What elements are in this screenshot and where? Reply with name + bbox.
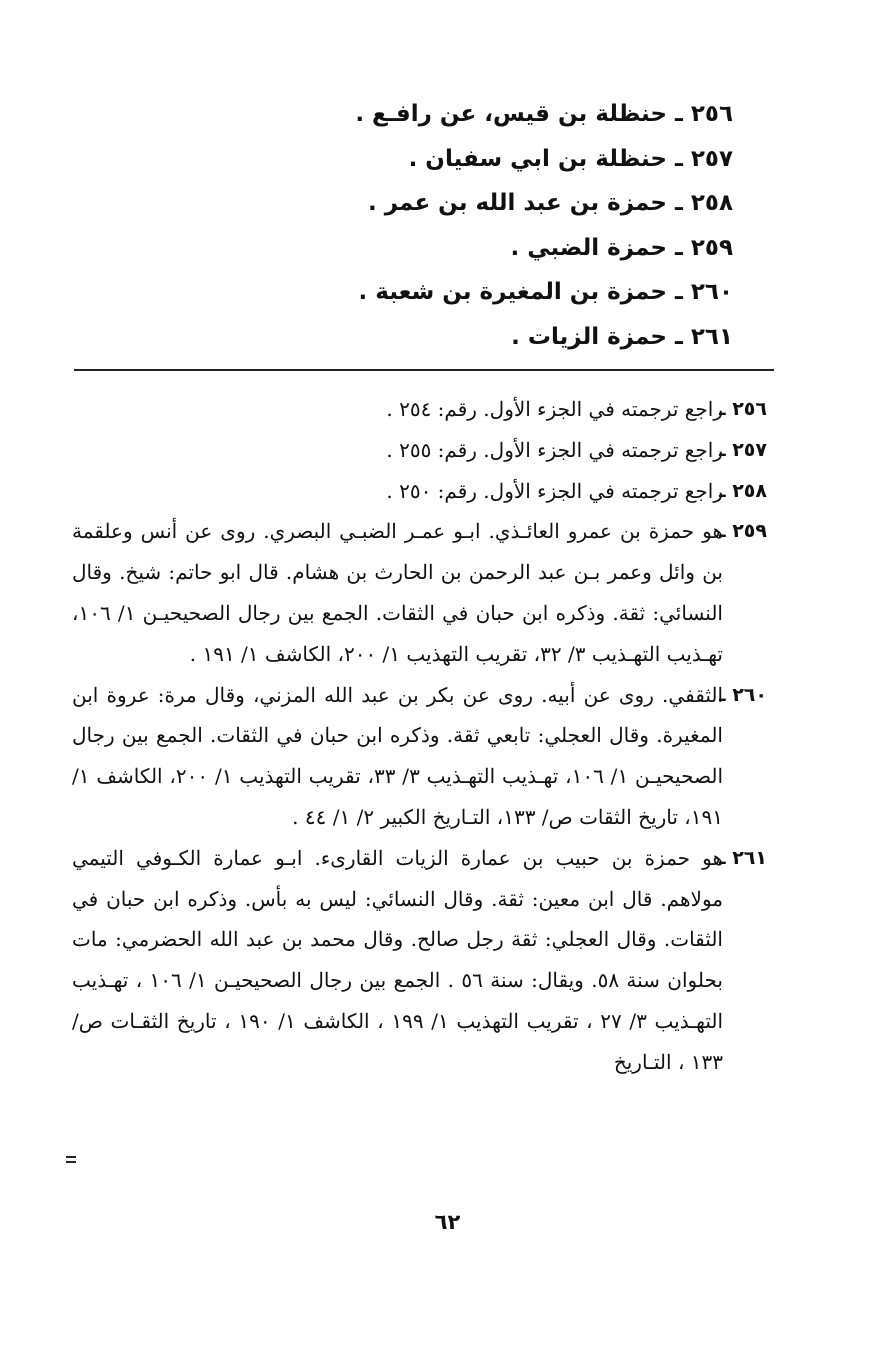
footnote-text: راجع ترجمته في الجزء الأول. رقم: ٢٥٤ .: [386, 397, 723, 421]
footnote-divider: [74, 369, 774, 371]
footnote: [72, 838, 767, 1083]
footnote-number: ٢٥٧ ـ: [719, 438, 767, 461]
footnote-number: ٢٥٦ ـ: [719, 398, 767, 420]
main-entry: ٢٥٨ ـ حمزة بن عبد الله بن عمر .: [367, 190, 733, 217]
footnote-number: ٢٦٠ ـ: [719, 683, 767, 706]
footnote: [72, 389, 767, 430]
main-entry: ٢٦٠ ـ حمزة بن المغيرة بن شعبة .: [358, 279, 733, 306]
footnote-number: ٢٥٨ ـ: [719, 479, 767, 502]
footnote-text: راجع ترجمته في الجزء الأول. رقم: ٢٥٥ .: [386, 437, 723, 462]
main-entry: ٢٥٧ ـ حنظلة بن ابي سفيان .: [408, 145, 733, 172]
footnotes-section: [72, 389, 767, 1083]
main-entries-list: [173, 92, 733, 360]
main-entry: ٢٥٩ ـ حمزة الضبي .: [510, 234, 733, 261]
page-number: ٦٢: [434, 1210, 461, 1234]
continuation-mark: [66, 1156, 76, 1158]
footnote: [72, 675, 767, 838]
footnote-text: هو حمزة بن عمرو العائـذي. ابـو عمـر الضبـي البصري. روى عن أنس وعلقمة بن وائل وعمر بـن عبد الرحمن بن الحارث بن هشام. قال ابو حاتم: شيخ. وقال النسائي: ثقة. وذكره ابن حبان في الثقات. الجمع بين رجال الصحيحيـن ١/ ١٠٦، تهـذيب التهـذيب ٣/ ٣٢، تقريب التهذيب ١/ ٢٠٠، الكاشف ١/ ١٩١ .: [72, 519, 723, 666]
main-entry: ٢٦١ ـ حمزة الزيات .: [511, 323, 733, 350]
footnote: [72, 511, 767, 674]
footnote-number: ٢٦١ ـ: [719, 846, 767, 869]
main-entry: ٢٥٦ ـ حنظلة بن قيس، عن رافـع .: [355, 101, 733, 127]
footnote-text: الثقفي. روى عن أبيه. روى عن بكر بن عبد الله المزني، وقال مرة: عروة ابن المغيرة. وقال العجلي: تابعي ثقة. وذكره ابن حبان في الثقات. الجمع بين رجال الصحيحيـن ١/ ١٠٦، تهـذيب التهـذيب ٣/ ٣٣، تقريب التهذيب ١/ ٢٠٠، الكاشف ١/ ١٩١، تاريخ الثقات ص/ ١٣٣، التـاريخ الكبير ٢/ ١/ ٤٤ .: [72, 682, 723, 829]
footnote: [72, 430, 767, 471]
footnote-number: ٢٥٩ ـ: [719, 520, 767, 543]
footnote-text: هو حمزة بن حبيب بن عمارة الزيات القارىء. ابـو عمارة الكـوفي التيمي مولاهم. قال ابن معين: ثقة. وقال النسائي: ليس به بأس. وذكره ابن حبان في الثقات. وقال العجلي: ثقة رجل صالح. وقال محمد بن عبد الله الحضرمي: مات بحلوان سنة ٥٨. ويقال: سنة ٥٦ . الجمع بين رجال الصحيحيـن ١/ ١٠٦ ، تهـذيب التهـذيب ٣/ ٢٧ ، تقريب التهذيب ١/ ١٩٩ ، الكاشف ١/ ١٩٠ ، تاريخ الثقـات ص/ ١٣٣ ، التـاريخ: [72, 845, 724, 1074]
footnote: [72, 471, 767, 512]
footnote-text: راجع ترجمته في الجزء الأول. رقم: ٢٥٠ .: [386, 478, 723, 503]
